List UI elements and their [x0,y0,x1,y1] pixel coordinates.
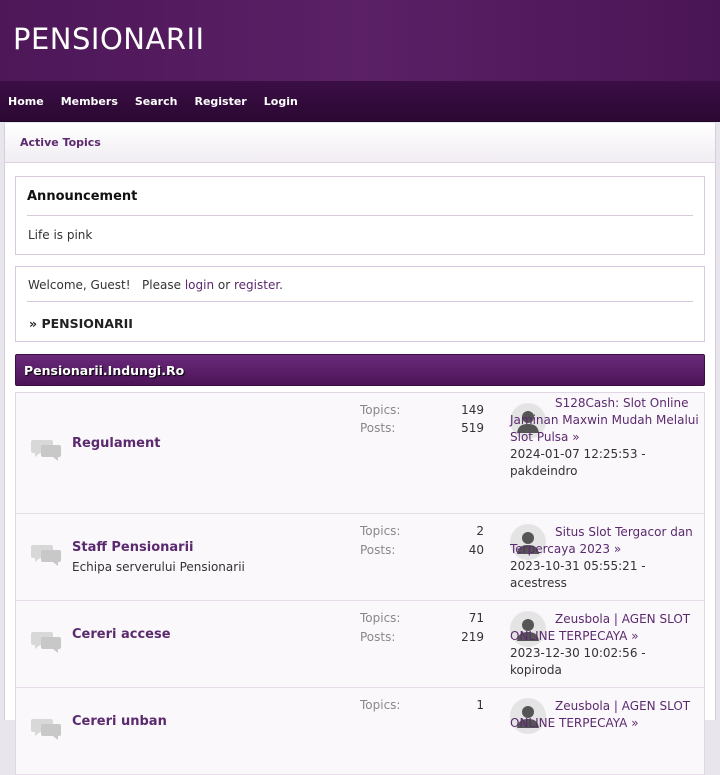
topics-label: Topics: [360,698,401,712]
last-post-separator: - [637,646,646,660]
welcome-line [28,278,283,292]
board-speech-bubbles-icon [31,716,63,740]
last-post-title[interactable]: Situs Slot Tergacor dan Terpercaya 2023 [510,525,693,556]
topics-count: 149 [461,403,484,417]
sub-nav [5,123,715,163]
topics-count: 1 [476,698,484,712]
board-description: Echipa serverului Pensionarii [72,560,245,574]
nav-login[interactable]: Login [263,95,298,108]
last-post-user[interactable]: acestress [510,576,567,590]
topics-count: 2 [476,524,484,538]
divider [27,301,693,302]
board-row [16,393,704,514]
main-content [4,123,716,730]
nav-home[interactable]: Home [8,95,44,108]
last-post [510,611,700,679]
category-title[interactable]: Pensionarii.Indungi.Ro [24,362,185,378]
board-speech-bubbles-icon [31,629,63,653]
board-speech-bubbles-icon [31,542,63,566]
last-post-date: 2024-01-07 12:25:53 [510,447,638,461]
last-post-separator: - [637,447,646,461]
board-row [16,514,704,601]
last-post-date: 2023-12-30 10:02:56 [510,646,638,660]
board-row [16,601,704,688]
site-header [0,0,720,82]
posts-count: 40 [468,543,484,557]
nav-search[interactable]: Search [134,95,178,108]
last-post-arrow[interactable]: » [631,716,639,730]
board-row [16,688,704,775]
announcement-box [15,176,705,255]
breadcrumb-home-link[interactable]: PENSIONARII [41,316,133,331]
welcome-or: or [217,278,231,292]
board-name[interactable]: Cereri accese [72,627,171,642]
last-post-arrow[interactable]: » [613,542,622,556]
board-name[interactable]: Staff Pensionarii [72,540,194,555]
posts-count: 219 [461,630,484,644]
topics-count: 71 [468,611,484,625]
last-post-separator: - [637,559,646,573]
register-link[interactable]: register [233,278,280,292]
welcome-period: . [279,278,283,292]
welcome-greeting: Welcome, Guest! [28,278,131,292]
nav-members[interactable]: Members [60,95,118,108]
last-post [510,698,700,732]
site-title[interactable]: PENSIONARII [13,22,205,56]
board-speech-bubbles-icon [31,437,63,461]
active-topics-link[interactable]: Active Topics [20,136,101,149]
category-header [15,354,705,386]
last-post-arrow[interactable]: » [572,430,580,444]
board-name[interactable]: Regulament [72,436,161,451]
board-list [15,392,705,775]
login-link[interactable]: login [184,278,215,292]
posts-label: Posts: [360,421,396,435]
posts-label: Posts: [360,543,396,557]
topics-label: Topics: [360,403,401,417]
breadcrumb-separator: » [29,316,38,331]
announcement-body: Life is pink [28,228,93,242]
last-post-user[interactable]: kopiroda [510,663,562,677]
announcement-heading: Announcement [27,189,138,204]
last-post-date: 2023-10-31 05:55:21 [510,559,638,573]
last-post [510,395,700,480]
topics-label: Topics: [360,524,401,538]
posts-label: Posts: [360,630,396,644]
posts-count: 519 [461,421,484,435]
last-post [510,524,700,592]
last-post-title[interactable]: Zeusbola | AGEN SLOT ONLINE TERPECAYA [510,699,691,730]
topics-label: Topics: [360,611,401,625]
divider [27,215,693,216]
welcome-box [15,266,705,342]
welcome-please: Please [142,278,181,292]
nav-register[interactable]: Register [194,95,247,108]
main-nav [0,82,720,122]
board-name[interactable]: Cereri unban [72,714,167,729]
last-post-title[interactable]: Zeusbola | AGEN SLOT ONLINE TERPECAYA [510,612,691,643]
last-post-user[interactable]: pakdeindro [510,464,578,478]
breadcrumb [29,316,133,331]
last-post-title[interactable]: S128Cash: Slot Online Jaminan Maxwin Mudah Melalui Slot Pulsa [510,396,699,444]
last-post-arrow[interactable]: » [631,629,639,643]
